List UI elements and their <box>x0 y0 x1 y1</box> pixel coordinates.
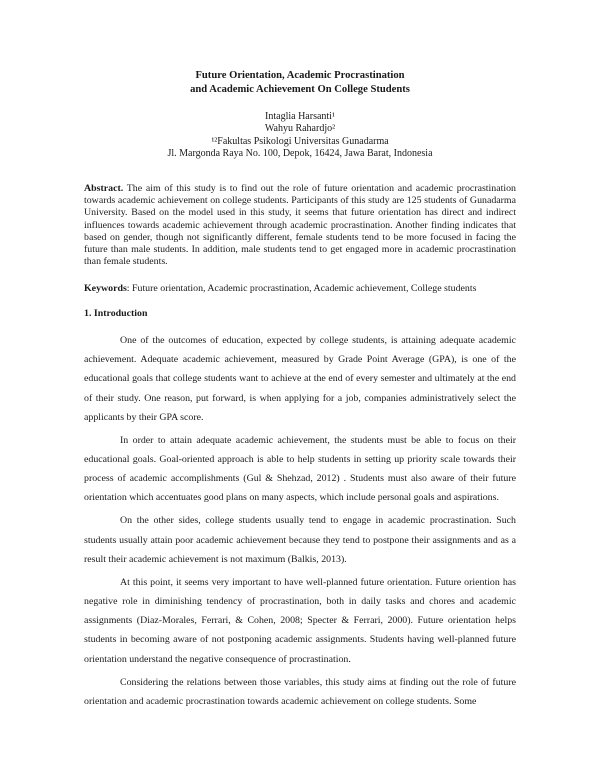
abstract-label: Abstract. <box>84 183 124 194</box>
author-1: Intaglia Harsanti¹ <box>265 111 335 122</box>
paragraph: One of the outcomes of education, expected by college students, is attaining adequate academic achievement. Adequate academic achievement, measured by Grade Point Average (GPA), is one of the educational goals that college students want to achieve at the end of every semester and ultimately at the end of their study. One reason, put forward, is when applying for a job, companies administratively select the applicants by their GPA score. <box>84 335 516 423</box>
abstract-text: The aim of this study is to find out the role of future orientation and academic procrastination towards academic achievement on college students. Participants of this study are 125 students of Gunadarma University. Based on the model used in this study, it seems that future orientation has direct and indirect influences towards academic achievement through academic procrastination. Another finding indicates that based on gender, though not significantly different, female students tend to be more focused in facing the future than male students. In addition, male students tend to get engaged more in academic procrastination than female students. <box>84 183 516 268</box>
introduction-body <box>84 331 516 715</box>
title-line-2: and Academic Achievement On College Students <box>190 84 410 95</box>
keywords-text: : Future orientation, Academic procrastination, Academic achievement, College students <box>126 283 477 294</box>
paragraph: In order to attain adequate academic achievement, the students must be able to focus on their educational goals. Goal-oriented approach is able to help students in setting up priority scale towards their process of academic accomplishments (Gul & Shehzad, 2012) . Students must also aware of their future orientation which accentuates good plans on many aspects, which include personal goals and aspirations. <box>84 434 516 504</box>
affiliation: ¹²Fakultas Psikologi Universitas Gunadarma <box>211 135 389 147</box>
keywords-label: Keywords <box>84 283 127 294</box>
paragraph: On the other sides, college students usually tend to engage in academic procrastination. Such students usually attain poor academic achievement because they tend to postpone their assignments and as a result their academic achievement is not maximum (Balkis, 2013). <box>84 515 516 565</box>
abstract <box>84 183 516 268</box>
address: Jl. Margonda Raya No. 100, Depok, 16424, Jawa Barat, Indonesia <box>167 148 433 160</box>
keywords <box>84 283 524 295</box>
section-heading: 1. Introduction <box>84 308 148 319</box>
paper-title <box>0 69 600 97</box>
title-line-1: Future Orientation, Academic Procrastination <box>195 70 405 81</box>
paragraph: At this point, it seems very important to have well-planned future orientation. Future oriention has negative role in diminishing tendency of procrastination, both in daily tasks and chores and academic assignments (Diaz-Morales, Ferrari, & Cohen, 2008; Specter & Ferrari, 2000). Future orientation helps students in becoming aware of not postponing academic assignments. Students having well-planned future orientation understand the negative consequence of procrastination. <box>84 576 516 665</box>
author-block <box>0 111 600 161</box>
author-2: Wahyu Rahardjo² <box>264 123 336 135</box>
paragraph: Considering the relations between those variables, this study aims at finding out the role of future orientation and academic procrastination towards academic achievement on college students. Some <box>84 676 516 707</box>
